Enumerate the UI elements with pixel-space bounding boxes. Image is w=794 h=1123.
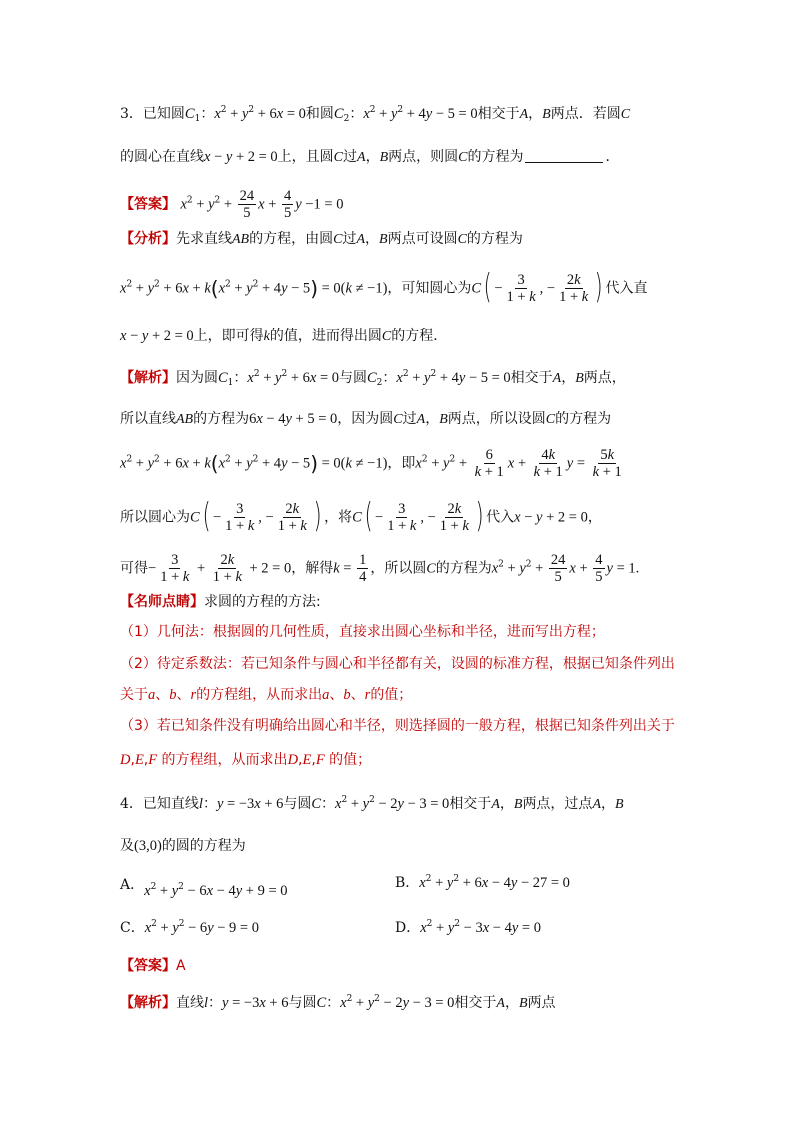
q4-solution-line1: 【解析】直线l：y = −3x + 6与圆C：$x^2 + y^2 - 2y - 3 = 0$相交于A，B两点 [120,994,556,1011]
q3-solution-line1: 【解析】因为圆$C_1$：$x^2 + y^2 + 6x = 0$与圆$C_2$：$x^2 + y^2 + 4y - 5 = 0$相交于A，B两点， [120,369,626,388]
q3-analysis-line1: 【分析】先求直线AB的方程，由圆C过A，B两点可设圆C的方程为 [120,231,523,247]
q4-answer-tag: 【答案】 [120,958,176,974]
q4-line2: 及(3,0)的圆的方程为 [120,838,246,854]
q3-solution-line5: 可得− $\frac{3}{1 + k}$ + $\frac{2k}{1 + k}$ + 2 = 0，解得k = $\frac{1}{4}$ ，所以圆C的方程为$x^2 + y^2$ + $\frac{24}{5}$ x + $\frac{4}{5}$ y = 1. [120,552,640,585]
q3-tip1: （1）几何法：根据圆的几何性质，直接求出圆心坐标和半径，进而写出方程； [120,624,605,640]
tip-title: 求圆的方程的方法: [204,594,321,610]
q3-solution-line3: $x^2 + y^2 + 6x + k(x^2 + y^2 + 4y - 5) = 0(k \ne -1)$，即$x^2 + y^2$ + $\frac{6}{k + 1}$ x + $\frac{4k}{k + 1}$ y = $\frac{5k}{k + 1}$ [120,447,622,480]
q4-answer-value: A [176,958,186,974]
q3-answer: 【答案】 $x^2 + y^2$ + $\frac{24}{5}$ x + $\frac{4}{5}$ y −1 = 0 [120,188,344,221]
q3-tip2a: （2）待定系数法：若已知条件与圆心和半径都有关，设圆的标准方程，根据已知条件列出 [120,656,675,672]
q4-option-a[interactable]: A．$x^2 + y^2 - 6x - 4y + 9 = 0$ [120,877,288,899]
q3-analysis-line2: $x^2 + y^2 + 6x + k(x^2 + y^2 + 4y - 5) = 0(k \ne -1)$，可知圆心为C( − $\frac{3}{1 + k}$ , − $\frac{2k}{1 + k}$ ) 代入直 [120,266,648,307]
q4-answer [120,956,186,976]
q3-tip-title [120,592,321,612]
solution-tag: 【解析】 [120,370,176,386]
q3-tip3a: （3）若已知条件没有明确给出圆心和半径，则选择圆的一般方程，根据已知条件列出关于 [120,718,675,734]
q4-option-b[interactable]: B．$x^2 + y^2 + 6x - 4y - 27 = 0$ [395,874,570,891]
answer-blank [525,148,603,163]
q3-solution-line4: 所以圆心为C( − $\frac{3}{1 + k}$ , − $\frac{2k}{1 + k}$ ) ，将C( − $\frac{3}{1 + k}$ , − $\frac{2k}{1 + k}$ ) 代入x − y + 2 = 0， [120,495,602,536]
q4-option-d[interactable]: D．$x^2 + y^2 - 3x - 4y = 0$ [395,919,541,936]
q3-line2: 的圆心在直线x − y + 2 = 0上，且圆C过A，B两点，则圆C的方程为 ． [120,149,620,165]
analysis-tag: 【分析】 [120,231,176,247]
q3-solution-line2: 所以直线AB的方程为6x − 4y + 5 = 0，因为圆C过A，B两点，所以设圆C的方程为 [120,411,612,427]
q3-analysis-line3: x − y + 2 = 0上，即可得k的值，进而得出圆C的方程． [120,328,448,344]
q4-solution-tag: 【解析】 [120,995,176,1011]
answer-tag: 【答案】 [120,196,176,213]
q3-tip2b: 关于a、b、r的方程组，从而求出a、b、r的值； [120,687,413,703]
q3-line1: 3．已知圆$C_1$：$x^2 + y^2 + 6x = 0$和圆$C_2$：$x^2 + y^2 + 4y - 5 = 0$相交于A，B两点．若圆C [120,105,631,124]
q4-line1: 4．已知直线l：y = −3x + 6与圆C：$x^2 + y^2 - 2y - 3 = 0$相交于A，B两点，过点A，B [120,795,624,812]
tip-tag: 【名师点睛】 [120,594,204,610]
q3-tip3b: D,E,F 的方程组，从而求出D,E,F 的值； [120,752,372,768]
q4-option-c[interactable]: C．$x^2 + y^2 - 6y - 9 = 0$ [120,919,259,936]
